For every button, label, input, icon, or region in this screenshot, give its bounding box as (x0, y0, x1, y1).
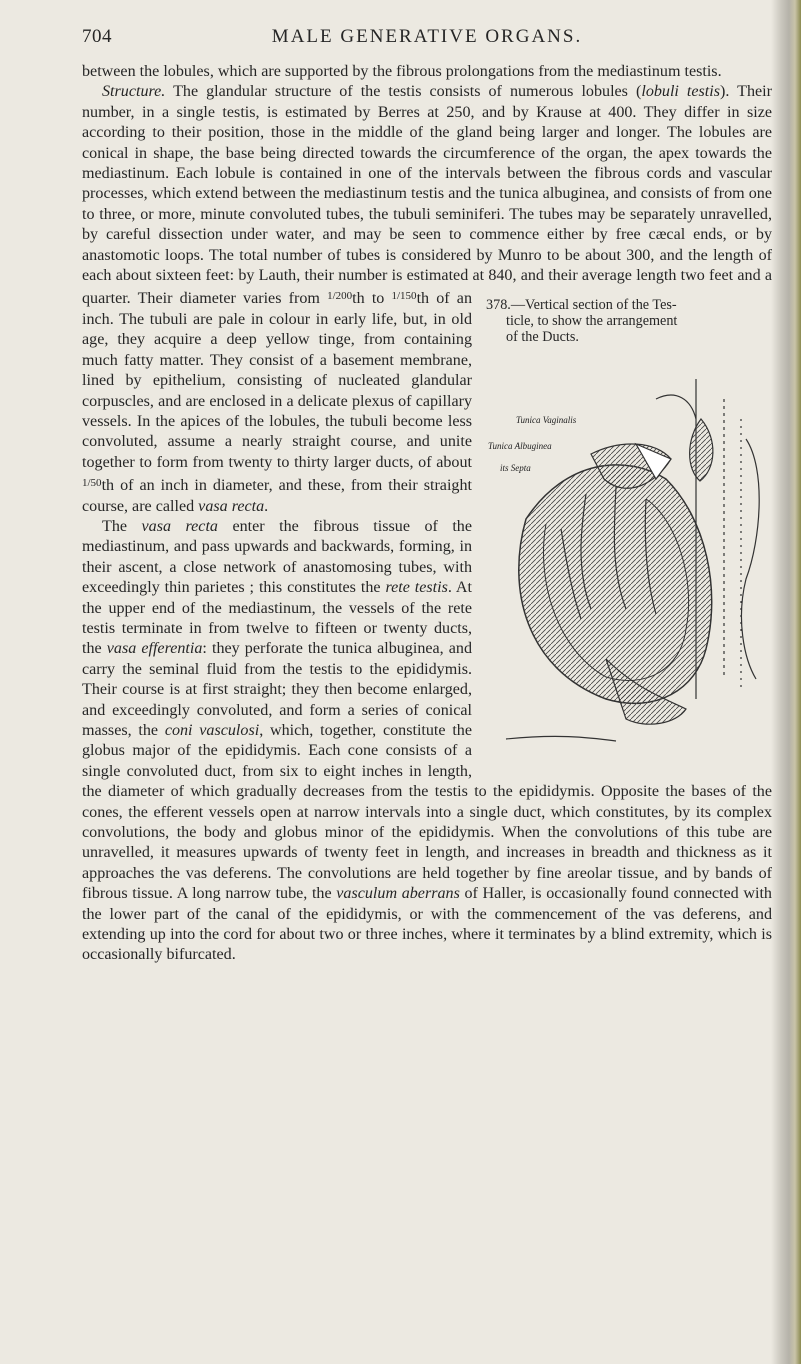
term-vasa-recta: vasa recta (198, 497, 265, 515)
term-vasa-efferentia: vasa efferentia (106, 640, 203, 658)
page-edge-shadow (771, 0, 801, 1364)
book-page (82, 22, 772, 966)
paragraph-structure: Structure. The glandular structure of the testis consists of numerous lobules (lobuli testis). Their number, in a single testis, is estimated by Berres at 250, and by Krause at 400. They differ in size according to their position, those in the middle of the gland being larger and longer. The lobules are conical in shape, the base being directed towards the circumference of the organ, the apex towards the mediastinum. Each lobule is contained in one of the intervals between the fibrous cords and vascular processes, which extend between the mediastinum testis and the tunica albuginea, and consists of from one to three, or more, minute convoluted tubes, the tubuli seminiferi. The tubes may be separately unravelled, by careful dissection under water, and may be seen to commence either by free cæcal ends, or by anastomotic loops. The total number of tubes is considered by Munro to be about 300, and the length of each about sixteen feet: by Lauth, their number is estimated at 840, and their average length two feet and a quarter. Their diameter varies from 378.—Vertical section of the Tes- ticle, to show the arrangement of the Ducts. Tunica Vaginalis Tunica Albuginea its Septa $^{1/200}$th to $^{1/150}$th of an inch. The tubuli are pale in colour in early life, but, in old age, they acquire a deep yellow tinge, from containing much fatty matter. They consist of a basement membrane, lined by epithelium, consisting of nucleated glandular corpuscles, and are enclosed in a delicate plexus of capillary vessels. In the apices of the lobules, the tubuli become less convoluted, assume a nearly straight course, and unite together to form from twenty to thirty larger ducts, of about $^{1/50}$th of an inch in diameter, and these, from their straight course, are called vasa recta. (82, 82, 772, 517)
paragraph-vasa-recta: The vasa recta enter the fibrous tissue of the mediastinum, and pass upwards and backwards, forming, in their ascent, a close network of anastomosing tubes, with exceedingly thin parietes ; this constitutes the rete testis. At the upper end of the mediastinum, the vessels of the rete testis terminate in from twelve to fifteen or twenty ducts, the vasa efferentia: they perforate the tunica albuginea, and carry the seminal fluid from the testis to the epididymis. Their course is at first straight; they then become enlarged, and exceedingly convoluted, and form a series of conical masses, the coni vasculosi, which, together, constitute the globus major of the epididymis. Each cone consists of a single convoluted duct, from six to eight inches in length, the diameter of which gradually decreases from the testis to the epididymis. Opposite the bases of the cones, the efferent vessels open at narrow intervals into a single duct, which constitutes, by its complex convolutions, the body and globus minor of the epididymis. When the convolutions of this tube are unravelled, it measures upwards of twenty feet in length, and increases in breadth and thickness as it approaches the vas deferens. The convolutions are held together by fine areolar tissue, and by bands of fibrous tissue. A long narrow tube, the vasculum aberrans of Haller, is occasionally found connected with the lower part of the canal of the epididymis, or with the commencement of the vas deferens, and extending up into the cord for about two or three inches, where it terminates by a blind extremity, which is occasionally bifurcated. (82, 517, 772, 964)
term-vasculum-aberrans: vasculum aberrans (336, 885, 460, 903)
fraction-1-50: 1/50 (82, 477, 102, 490)
term-vasa-recta: vasa recta (141, 517, 218, 535)
body-text (82, 62, 772, 966)
term-rete-testis: rete testis (385, 579, 448, 597)
label-tunica-albuginea: Tunica Albuginea (488, 441, 552, 452)
page-number: 704 (82, 26, 112, 47)
label-septa: its Septa (500, 463, 531, 474)
section-heading-structure: Structure. (102, 83, 166, 101)
term-coni-vasculosi: coni vasculosi (164, 722, 260, 739)
page-header (82, 22, 772, 62)
figure-caption: 378.—Vertical section of the Tes- ticle, to show the arrangement of the Ducts. (486, 297, 678, 345)
testis-section-illustration (486, 359, 772, 759)
figure-378 (486, 298, 772, 759)
running-title: MALE GENERATIVE ORGANS. (271, 26, 583, 47)
fraction-1-200: 1/200 (327, 290, 353, 303)
fraction-1-150: 1/150 (391, 290, 417, 303)
paragraph-continuation: between the lobules, which are supported by the fibrous prolongations from the mediastinum testis. (82, 63, 722, 80)
label-tunica-vaginalis: Tunica Vaginalis (516, 415, 577, 426)
